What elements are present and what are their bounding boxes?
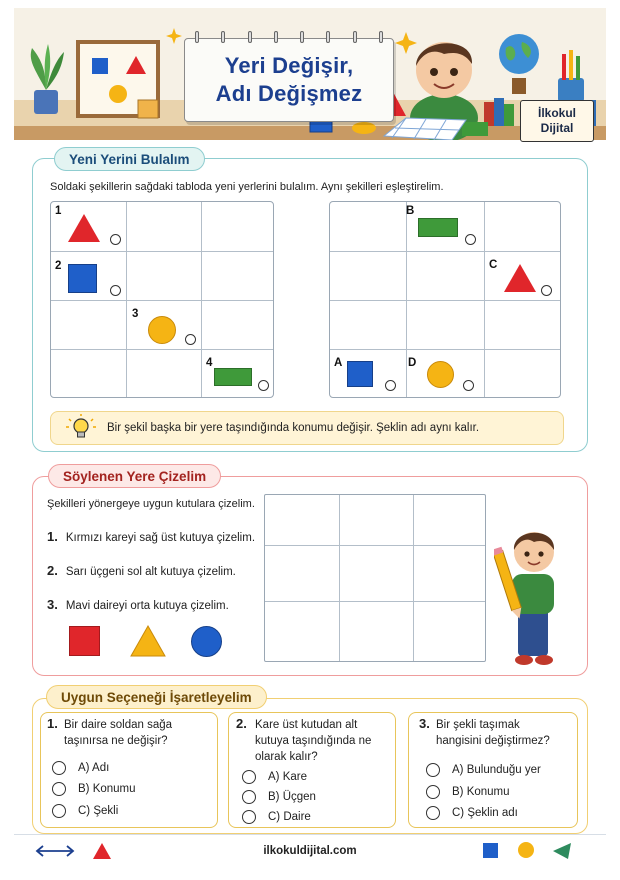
- radio-button[interactable]: [52, 804, 66, 818]
- question-2-number: 2.: [236, 716, 247, 731]
- radio-button[interactable]: [242, 810, 256, 824]
- right-label-a: A: [334, 357, 343, 369]
- page-title-line1: Yeri Değişir,: [224, 53, 354, 78]
- radio-button[interactable]: [242, 770, 256, 784]
- blue-square-icon: [483, 843, 498, 858]
- question-1-option-a[interactable]: [52, 761, 109, 775]
- section3-title: [46, 685, 267, 709]
- yellow-circle-shape: [427, 361, 454, 388]
- radio-button[interactable]: [52, 782, 66, 796]
- right-label-d: D: [408, 357, 417, 369]
- title-card: [184, 38, 394, 122]
- question-2-option-c[interactable]: [242, 810, 311, 824]
- step-1-number: 1.: [47, 529, 58, 544]
- question-3-line: hangisini değiştirmez?: [436, 735, 550, 747]
- tip-box: [50, 411, 564, 445]
- blue-square-shape: [347, 361, 373, 387]
- question-2-option-a[interactable]: [242, 770, 307, 784]
- radio-button[interactable]: [52, 761, 66, 775]
- answer-circle[interactable]: [465, 234, 476, 245]
- option-label: C) Şekli: [78, 805, 119, 817]
- brand-line2: Dijital: [540, 121, 574, 135]
- section2-title: [48, 464, 221, 488]
- step-3-number: 3.: [47, 597, 58, 612]
- green-rectangle-shape: [214, 368, 252, 386]
- step-2-number: 2.: [47, 563, 58, 578]
- question-3-option-c[interactable]: [426, 806, 518, 820]
- blue-square-shape: [68, 264, 97, 293]
- step-1: [47, 529, 255, 544]
- question-3-option-a[interactable]: [426, 763, 541, 777]
- answer-circle[interactable]: [385, 380, 396, 391]
- header-banner: [14, 8, 606, 140]
- section1-title: [54, 147, 205, 171]
- section1-title-text: Yeni Yerini Bulalım: [69, 151, 190, 167]
- radio-button[interactable]: [426, 785, 440, 799]
- option-label: A) Bulunduğu yer: [452, 764, 541, 776]
- section1-instruction: Soldaki şekillerin sağdaki tabloda yeni yerlerini bulalım. Aynı şekilleri eşleştirelim.: [50, 181, 444, 193]
- question-2-line: kutuya taşındığında ne: [255, 735, 372, 747]
- question-3-line: Bir şekli taşımak: [436, 719, 520, 731]
- green-triangle-icon: [551, 842, 573, 860]
- answer-circle[interactable]: [110, 285, 121, 296]
- step-2: [47, 563, 236, 578]
- yellow-triangle-shape: [129, 624, 167, 658]
- footer-url: ilkokuldijital.com: [263, 845, 357, 857]
- step-2-text: Sarı üçgeni sol alt kutuya çizelim.: [65, 566, 236, 578]
- left-label-4: 4: [206, 357, 213, 369]
- answer-circle[interactable]: [463, 380, 474, 391]
- left-label-2: 2: [55, 260, 62, 272]
- question-1-option-c[interactable]: [52, 804, 118, 818]
- page-title-line2: Adı Değişmez: [215, 81, 363, 106]
- section2-title-text: Söylenen Yere Çizelim: [63, 468, 207, 484]
- question-1-line: Bir daire soldan sağa: [64, 719, 173, 731]
- left-label-1: 1: [55, 205, 62, 217]
- question-3-option-b[interactable]: [426, 785, 510, 799]
- green-rectangle-shape: [418, 218, 458, 237]
- question-2-line: Kare üst kutudan alt: [255, 719, 358, 731]
- answer-circle[interactable]: [258, 380, 269, 391]
- child-with-pencil-illustration: [494, 516, 570, 666]
- left-label-3: 3: [132, 308, 139, 320]
- answer-circle[interactable]: [541, 285, 552, 296]
- radio-button[interactable]: [242, 790, 256, 804]
- yellow-circle-shape: [148, 316, 176, 344]
- option-label: B) Konumu: [452, 786, 510, 798]
- radio-button[interactable]: [426, 806, 440, 820]
- option-label: A) Adı: [78, 762, 110, 774]
- step-1-text: Kırmızı kareyi sağ üst kutuya çizelim.: [65, 532, 256, 544]
- right-label-c: C: [489, 259, 498, 271]
- question-3-text: [436, 717, 550, 749]
- question-2-option-b[interactable]: [242, 790, 316, 804]
- option-label: B) Üçgen: [268, 791, 316, 803]
- option-label: A) Kare: [268, 771, 307, 783]
- option-label: B) Konumu: [78, 783, 136, 795]
- question-3-number: 3.: [419, 716, 430, 731]
- red-square-shape: [69, 626, 100, 656]
- red-triangle-shape: [502, 262, 538, 294]
- right-label-b: B: [406, 205, 415, 217]
- footer-divider: [14, 834, 606, 835]
- question-1-option-b[interactable]: [52, 782, 136, 796]
- brand-card: [520, 100, 594, 142]
- red-triangle-shape: [66, 212, 102, 244]
- question-2-text: [255, 717, 371, 765]
- blue-circle-shape: [191, 626, 222, 657]
- question-2-line: olarak kalır?: [255, 751, 318, 763]
- question-1-number: 1.: [47, 716, 58, 731]
- answer-circle[interactable]: [185, 334, 196, 345]
- radio-button[interactable]: [426, 763, 440, 777]
- step-3: [47, 597, 229, 612]
- section3-title-text: Uygun Seçeneği İşaretleyelim: [61, 689, 252, 705]
- option-label: C) Şeklin adı: [452, 807, 518, 819]
- question-1-line: taşınırsa ne değişir?: [64, 735, 168, 747]
- tip-text: Bir şekil başka bir yere taşındığında konumu değişir. Şeklin adı aynı kalır.: [107, 422, 480, 434]
- option-label: C) Daire: [268, 811, 311, 823]
- section2-instruction: Şekilleri yönergeye uygun kutulara çizelim.: [47, 498, 255, 510]
- brand-line1: İlkokul: [537, 106, 576, 120]
- lightbulb-icon: [61, 413, 101, 443]
- question-1-text: [64, 717, 172, 749]
- step-3-text: Mavi daireyi orta kutuya çizelim.: [65, 600, 229, 612]
- yellow-circle-icon: [518, 842, 534, 858]
- answer-circle[interactable]: [110, 234, 121, 245]
- drawing-grid[interactable]: [264, 494, 486, 662]
